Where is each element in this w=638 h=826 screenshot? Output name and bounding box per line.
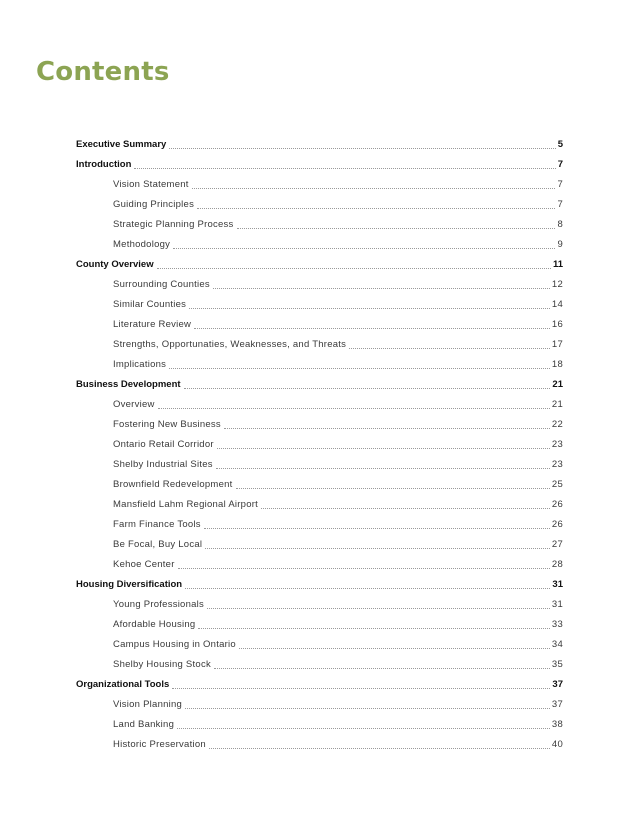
toc-subsection-entry[interactable] [76, 413, 563, 433]
toc-section-entry[interactable] [76, 133, 563, 153]
dot-leader [207, 608, 550, 609]
toc-page-number: 16 [551, 319, 563, 330]
toc-entry-label: Young Professionals [113, 599, 205, 610]
toc-subsection-entry[interactable] [76, 613, 563, 633]
toc-page-number: 40 [551, 739, 563, 750]
dot-leader [239, 648, 550, 649]
dot-leader [178, 568, 550, 569]
toc-section-entry[interactable] [76, 253, 563, 273]
toc-subsection-entry[interactable] [76, 453, 563, 473]
toc-page-number: 7 [557, 159, 563, 170]
toc-entry-label: Be Focal, Buy Local [113, 539, 203, 550]
toc-entry-label: Guiding Principles [113, 199, 195, 210]
toc-subsection-entry[interactable] [76, 493, 563, 513]
toc-entry-label: County Overview [76, 259, 154, 270]
toc-page-number: 25 [551, 479, 563, 490]
dot-leader [169, 368, 550, 369]
toc-subsection-entry[interactable] [76, 233, 563, 253]
toc-page-number: 31 [552, 579, 563, 590]
dot-leader [217, 448, 550, 449]
dot-leader [198, 628, 550, 629]
toc-entry-label: Shelby Industrial Sites [113, 459, 213, 470]
dot-leader [158, 408, 550, 409]
toc-entry-label: Fostering New Business [113, 419, 221, 430]
dot-leader [172, 688, 550, 689]
toc-entry-label: Shelby Housing Stock [113, 659, 211, 670]
toc-section-entry[interactable] [76, 673, 563, 693]
toc-page-number: 31 [551, 599, 563, 610]
toc-page-number: 38 [551, 719, 563, 730]
toc-entry-label: Farm Finance Tools [113, 519, 201, 530]
dot-leader [169, 148, 555, 149]
toc-subsection-entry[interactable] [76, 333, 563, 353]
toc-subsection-entry[interactable] [76, 393, 563, 413]
toc-subsection-entry[interactable] [76, 213, 563, 233]
toc-entry-label: Strategic Planning Process [113, 219, 234, 230]
toc-entry-label: Mansfield Lahm Regional Airport [113, 499, 259, 510]
toc-entry-label: Strengths, Opportunaties, Weaknesses, and Threats [113, 339, 347, 350]
toc-subsection-entry[interactable] [76, 293, 563, 313]
toc-subsection-entry[interactable] [76, 513, 563, 533]
dot-leader [236, 488, 550, 489]
toc-entry-label: Methodology [113, 239, 171, 250]
toc-subsection-entry[interactable] [76, 313, 563, 333]
toc-entry-label: Similar Counties [113, 299, 187, 310]
toc-subsection-entry[interactable] [76, 473, 563, 493]
dot-leader [185, 588, 550, 589]
toc-entry-label: Campus Housing in Ontario [113, 639, 236, 650]
toc-page-number: 21 [551, 399, 563, 410]
toc-page-number: 11 [552, 259, 563, 270]
toc-page-number: 27 [551, 539, 563, 550]
toc-page-number: 9 [557, 239, 563, 250]
toc-page-number: 17 [551, 339, 563, 350]
toc-subsection-entry[interactable] [76, 533, 563, 553]
toc-page-number: 23 [551, 459, 563, 470]
toc-entry-label: Business Development [76, 379, 181, 390]
toc-page-number: 37 [551, 699, 563, 710]
toc-entry-label: Organizational Tools [76, 679, 170, 690]
toc-page-number: 14 [551, 299, 563, 310]
dot-leader [185, 708, 550, 709]
toc-page-number: 5 [557, 139, 563, 150]
toc-entry-label: Kehoe Center [113, 559, 175, 570]
toc-page-number: 8 [557, 219, 563, 230]
toc-subsection-entry[interactable] [76, 653, 563, 673]
dot-leader [177, 728, 550, 729]
dot-leader [224, 428, 550, 429]
dot-leader [157, 268, 551, 269]
toc-page-number: 33 [551, 619, 563, 630]
toc-subsection-entry[interactable] [76, 633, 563, 653]
toc-page-number: 26 [551, 499, 563, 510]
dot-leader [197, 208, 555, 209]
toc-entry-label: Implications [113, 359, 167, 370]
toc-subsection-entry[interactable] [76, 713, 563, 733]
toc-subsection-entry[interactable] [76, 433, 563, 453]
toc-entry-label: Ontario Retail Corridor [113, 439, 214, 450]
dot-leader [184, 388, 551, 389]
toc-subsection-entry[interactable] [76, 193, 563, 213]
toc-section-entry[interactable] [76, 573, 563, 593]
toc-page-number: 34 [551, 639, 563, 650]
toc-entry-label: Literature Review [113, 319, 192, 330]
toc-page-number: 35 [551, 659, 563, 670]
dot-leader [216, 468, 550, 469]
dot-leader [349, 348, 550, 349]
toc-subsection-entry[interactable] [76, 173, 563, 193]
toc-page-number: 18 [551, 359, 563, 370]
dot-leader [214, 668, 550, 669]
toc-entry-label: Surrounding Counties [113, 279, 210, 290]
toc-entry-label: Housing Diversification [76, 579, 183, 590]
toc-subsection-entry[interactable] [76, 733, 563, 753]
dot-leader [192, 188, 556, 189]
dot-leader [261, 508, 550, 509]
toc-entry-label: Vision Planning [113, 699, 183, 710]
toc-entry-label: Vision Statement [113, 179, 189, 190]
toc-entry-label: Overview [113, 399, 155, 410]
toc-section-entry[interactable] [76, 153, 563, 173]
toc-page-number: 7 [557, 199, 563, 210]
dot-leader [204, 528, 550, 529]
toc-entry-label: Afordable Housing [113, 619, 196, 630]
toc-page-number: 28 [551, 559, 563, 570]
toc-subsection-entry[interactable] [76, 273, 563, 293]
dot-leader [237, 228, 556, 229]
toc-entry-label: Executive Summary [76, 139, 167, 150]
toc-page-number: 22 [551, 419, 563, 430]
toc-page-number: 12 [551, 279, 563, 290]
toc-page-number: 21 [552, 379, 563, 390]
dot-leader [205, 548, 550, 549]
toc-page-number: 37 [552, 679, 563, 690]
toc-page-number: 23 [551, 439, 563, 450]
toc-subsection-entry[interactable] [76, 553, 563, 573]
dot-leader [189, 308, 550, 309]
toc-subsection-entry[interactable] [76, 593, 563, 613]
toc-entry-label: Introduction [76, 159, 132, 170]
table-of-contents [76, 133, 563, 753]
dot-leader [194, 328, 550, 329]
toc-entry-label: Land Banking [113, 719, 175, 730]
toc-page-number: 7 [557, 179, 563, 190]
page-title: Contents [36, 57, 170, 87]
toc-entry-label: Historic Preservation [113, 739, 206, 750]
dot-leader [209, 748, 550, 749]
toc-section-entry[interactable] [76, 373, 563, 393]
toc-subsection-entry[interactable] [76, 693, 563, 713]
toc-subsection-entry[interactable] [76, 353, 563, 373]
dot-leader [173, 248, 555, 249]
toc-page-number: 26 [551, 519, 563, 530]
dot-leader [213, 288, 550, 289]
dot-leader [134, 168, 555, 169]
toc-entry-label: Brownfield Redevelopment [113, 479, 233, 490]
